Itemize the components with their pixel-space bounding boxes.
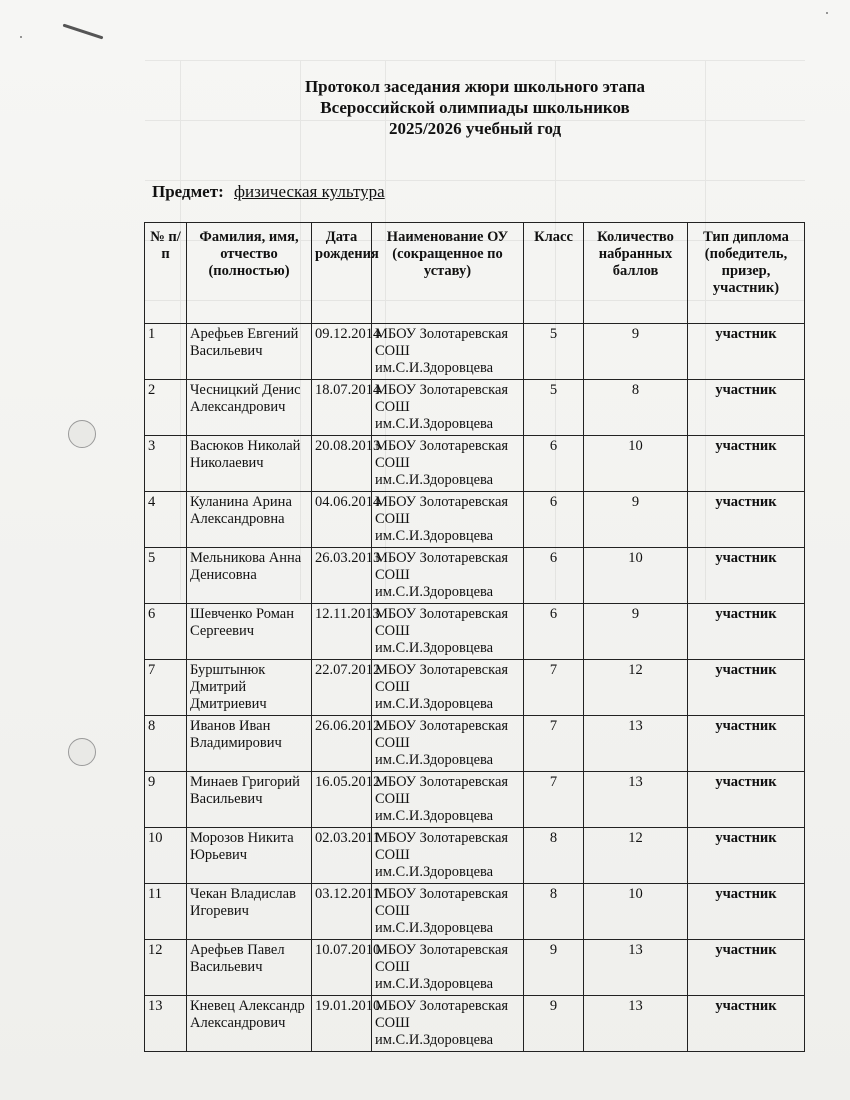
cell-score: 13 [584, 716, 688, 772]
cell-class: 7 [524, 716, 584, 772]
cell-class: 7 [524, 772, 584, 828]
cell-class: 5 [524, 380, 584, 436]
table-row [145, 548, 805, 604]
cell-school: МБОУ Золотаревская СОШ им.С.И.Здоровцева [372, 324, 524, 380]
cell-name: Мельникова Анна Денисовна [187, 548, 312, 604]
cell-num: 4 [145, 492, 187, 548]
cell-class: 6 [524, 436, 584, 492]
scan-speck [826, 12, 828, 14]
cell-num: 6 [145, 604, 187, 660]
cell-school: МБОУ Золотаревская СОШ им.С.И.Здоровцева [372, 828, 524, 884]
cell-num: 8 [145, 716, 187, 772]
cell-type: участник [688, 436, 805, 492]
cell-name: Морозов Никита Юрьевич [187, 828, 312, 884]
cell-name: Арефьев Евгений Васильевич [187, 324, 312, 380]
cell-school: МБОУ Золотаревская СОШ им.С.И.Здоровцева [372, 660, 524, 716]
cell-class: 8 [524, 884, 584, 940]
cell-class: 6 [524, 604, 584, 660]
cell-score: 10 [584, 548, 688, 604]
cell-birth: 19.01.2010 [312, 996, 372, 1052]
cell-class: 9 [524, 996, 584, 1052]
cell-class: 7 [524, 660, 584, 716]
table-header-row [145, 223, 805, 324]
cell-score: 13 [584, 940, 688, 996]
cell-num: 7 [145, 660, 187, 716]
cell-num: 12 [145, 940, 187, 996]
cell-name: Кневец Александр Александрович [187, 996, 312, 1052]
cell-type: участник [688, 380, 805, 436]
table-row [145, 380, 805, 436]
cell-type: участник [688, 716, 805, 772]
cell-birth: 10.07.2010 [312, 940, 372, 996]
cell-name: Иванов Иван Владимирович [187, 716, 312, 772]
subject-value: физическая культура [234, 182, 385, 201]
cell-score: 9 [584, 492, 688, 548]
cell-score: 8 [584, 380, 688, 436]
table-row [145, 940, 805, 996]
cell-birth: 02.03.2011 [312, 828, 372, 884]
cell-score: 13 [584, 996, 688, 1052]
cell-birth: 12.11.2013 [312, 604, 372, 660]
scan-speck [20, 36, 22, 38]
cell-birth: 18.07.2014 [312, 380, 372, 436]
cell-class: 6 [524, 492, 584, 548]
header-birth: Дата рождения [312, 223, 372, 324]
cell-class: 6 [524, 548, 584, 604]
cell-score: 9 [584, 324, 688, 380]
cell-birth: 03.12.2011 [312, 884, 372, 940]
title-line-2: Всероссийской олимпиады школьников [320, 98, 630, 117]
cell-num: 10 [145, 828, 187, 884]
cell-birth: 20.08.2013 [312, 436, 372, 492]
cell-school: МБОУ Золотаревская СОШ им.С.И.Здоровцева [372, 548, 524, 604]
participants-table [144, 222, 805, 1052]
cell-school: МБОУ Золотаревская СОШ им.С.И.Здоровцева [372, 380, 524, 436]
cell-score: 12 [584, 828, 688, 884]
cell-birth: 09.12.2014 [312, 324, 372, 380]
table-row [145, 772, 805, 828]
cell-num: 13 [145, 996, 187, 1052]
cell-num: 3 [145, 436, 187, 492]
header-school: Наименование ОУ (сокращенное по уставу) [372, 223, 524, 324]
cell-type: участник [688, 772, 805, 828]
cell-name: Минаев Григорий Васильевич [187, 772, 312, 828]
cell-school: МБОУ Золотаревская СОШ им.С.И.Здоровцева [372, 996, 524, 1052]
cell-name: Чесницкий Денис Александрович [187, 380, 312, 436]
cell-score: 9 [584, 604, 688, 660]
cell-type: участник [688, 884, 805, 940]
cell-type: участник [688, 324, 805, 380]
table-row [145, 324, 805, 380]
cell-birth: 26.06.2012 [312, 716, 372, 772]
cell-num: 1 [145, 324, 187, 380]
protocol-title [240, 76, 710, 139]
cell-school: МБОУ Золотаревская СОШ им.С.И.Здоровцева [372, 884, 524, 940]
cell-type: участник [688, 604, 805, 660]
cell-class: 5 [524, 324, 584, 380]
cell-type: участник [688, 492, 805, 548]
cell-type: участник [688, 996, 805, 1052]
cell-birth: 16.05.2012 [312, 772, 372, 828]
cell-name: Шевченко Роман Сергеевич [187, 604, 312, 660]
table-row [145, 604, 805, 660]
subject-label: Предмет: [152, 182, 224, 201]
cell-name: Бурштынюк Дмитрий Дмитриевич [187, 660, 312, 716]
cell-school: МБОУ Золотаревская СОШ им.С.И.Здоровцева [372, 436, 524, 492]
cell-school: МБОУ Золотаревская СОШ им.С.И.Здоровцева [372, 716, 524, 772]
table-row [145, 436, 805, 492]
cell-type: участник [688, 660, 805, 716]
cell-type: участник [688, 548, 805, 604]
cell-name: Арефьев Павел Васильевич [187, 940, 312, 996]
title-line-3: 2025/2026 учебный год [388, 119, 562, 138]
cell-score: 10 [584, 884, 688, 940]
cell-birth: 04.06.2014 [312, 492, 372, 548]
header-class: Класс [524, 223, 584, 324]
cell-type: участник [688, 828, 805, 884]
header-type: Тип диплома (победитель, призер, участник) [688, 223, 805, 324]
cell-class: 9 [524, 940, 584, 996]
punch-hole-icon [68, 420, 96, 448]
subject-line [152, 182, 415, 202]
cell-birth: 22.07.2012 [312, 660, 372, 716]
table-row [145, 996, 805, 1052]
cell-score: 13 [584, 772, 688, 828]
cell-school: МБОУ Золотаревская СОШ им.С.И.Здоровцева [372, 604, 524, 660]
cell-score: 12 [584, 660, 688, 716]
cell-num: 2 [145, 380, 187, 436]
cell-name: Куланина Арина Александровна [187, 492, 312, 548]
cell-school: МБОУ Золотаревская СОШ им.С.И.Здоровцева [372, 772, 524, 828]
cell-score: 10 [584, 436, 688, 492]
cell-school: МБОУ Золотаревская СОШ им.С.И.Здоровцева [372, 940, 524, 996]
title-line-1: Протокол заседания жюри школьного этапа [304, 77, 646, 96]
cell-name: Чекан Владислав Игоревич [187, 884, 312, 940]
cell-num: 9 [145, 772, 187, 828]
header-score: Количество набранных баллов [584, 223, 688, 324]
cell-type: участник [688, 940, 805, 996]
cell-name: Васюков Николай Николаевич [187, 436, 312, 492]
cell-birth: 26.03.2013 [312, 548, 372, 604]
table-row [145, 828, 805, 884]
table-row [145, 660, 805, 716]
header-name: Фамилия, имя, отчество (полностью) [187, 223, 312, 324]
header-num: № п/п [145, 223, 187, 324]
table-row [145, 884, 805, 940]
table-row [145, 492, 805, 548]
table-row [145, 716, 805, 772]
cell-class: 8 [524, 828, 584, 884]
punch-hole-icon [68, 738, 96, 766]
cell-num: 11 [145, 884, 187, 940]
cell-num: 5 [145, 548, 187, 604]
cell-school: МБОУ Золотаревская СОШ им.С.И.Здоровцева [372, 492, 524, 548]
